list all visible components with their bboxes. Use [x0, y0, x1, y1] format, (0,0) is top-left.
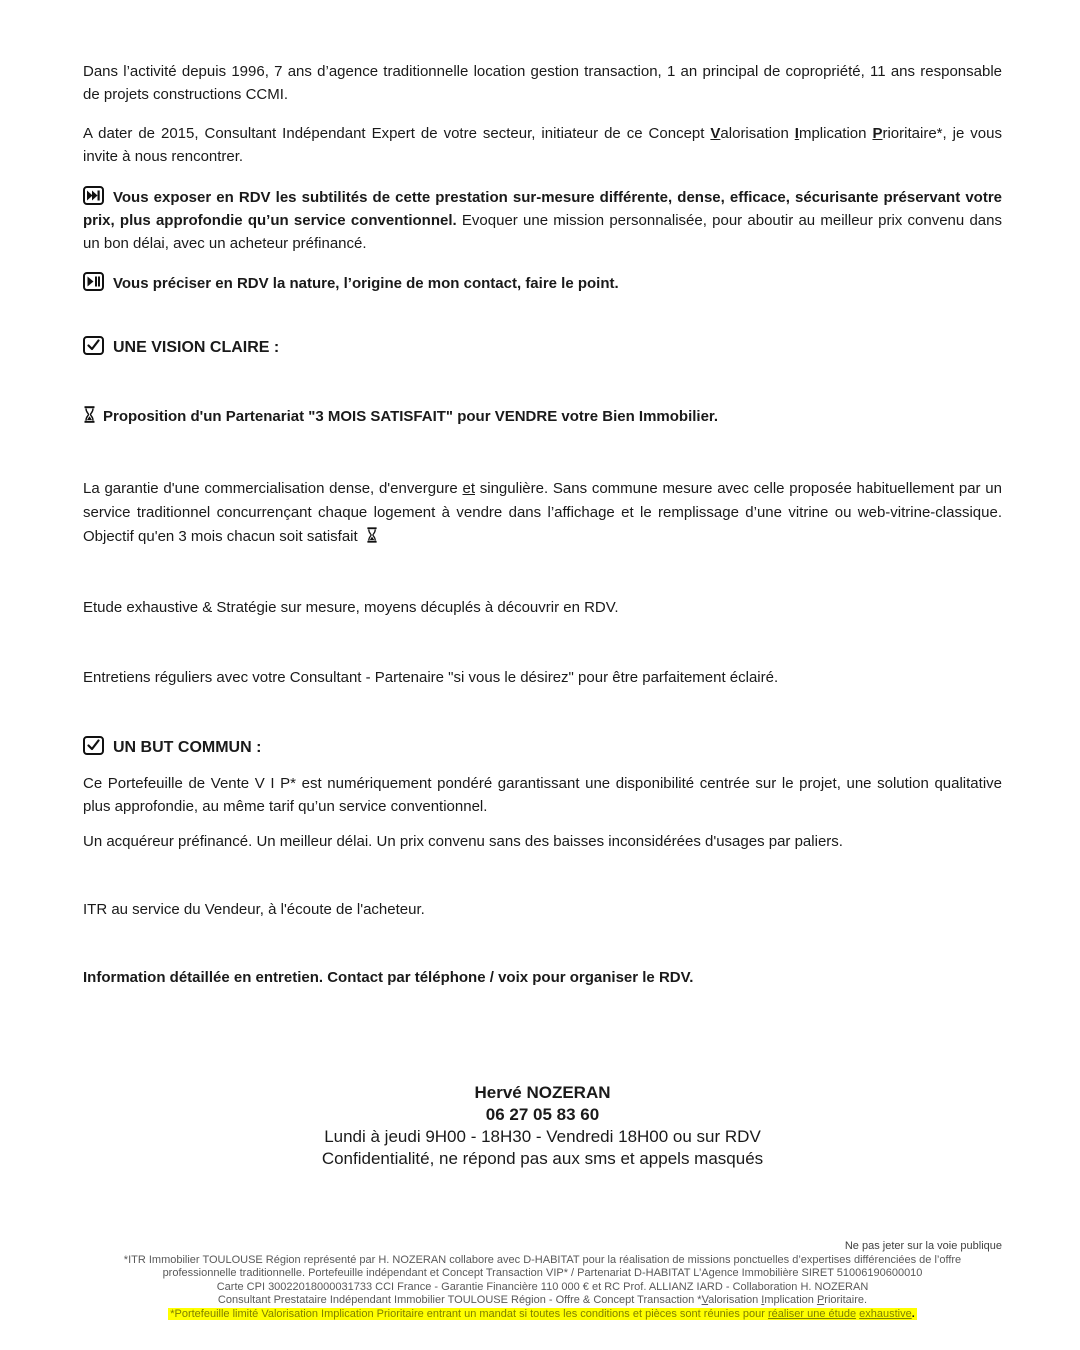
footer	[83, 1240, 1002, 1321]
vip-letter-i: I	[794, 125, 799, 142]
paragraph-information-contact: Information détaillée en entretien. Contact par téléphone / voix pour organiser le RDV.	[83, 969, 694, 986]
section-heading-vision: UNE VISION CLAIRE :	[83, 336, 1002, 359]
footer-public-notice: Ne pas jeter sur la voie publique	[844, 1240, 1002, 1252]
checkbox-checked-icon	[83, 336, 104, 355]
paragraph-portefeuille: Ce Portefeuille de Vente V I P* est numériquement pondéré garantissant une disponibilité centrée sur le projet, une solution qualitative plus approfondie, au même tarif qu’un service conventionnel.	[83, 775, 1002, 815]
contact-name: Hervé NOZERAN	[474, 1083, 611, 1102]
play-pause-icon	[83, 272, 104, 291]
vip-letter-p: P	[872, 125, 883, 142]
contact-phone: 06 27 05 83 60	[485, 1105, 600, 1124]
paragraph-acquereur: Un acquéreur préfinancé. Un meilleur délai. Un prix convenu sans des baisses inconsidérées d'usages par paliers.	[83, 833, 843, 850]
paragraph-consultant-text: A dater de 2015, Consultant Indépendant Expert de votre secteur, initiateur de ce Concept	[83, 125, 711, 142]
paragraph-experience: Dans l’activité depuis 1996, 7 ans d’agence traditionnelle location gestion transaction, 1 an principal de copropriété, 11 ans responsable de projets constructions CCMI.	[83, 63, 1002, 103]
contact-block	[83, 1082, 1002, 1170]
contact-privacy: Confidentialité, ne répond pas aux sms et appels masqués	[321, 1149, 764, 1168]
highlighted-disclaimer: *Portefeuille limité Valorisation Implication Prioritaire entrant un mandat si toutes les conditions et pièces sont réunies pour réaliser une étude exhaustive.	[170, 1307, 915, 1320]
section-heading-but-commun: UN BUT COMMUN :	[83, 736, 1002, 759]
footer-legal-line-2: professionnelle traditionnelle. Portefeuille indépendant et Concept Transaction VIP* / Partenariat D-HABITAT L’Agence Immobilière SIRET 51006190600010	[162, 1267, 923, 1279]
paragraph-proposition: Proposition d'un Partenariat "3 MOIS SATISFAIT" pour VENDRE votre Bien Immobilier.	[83, 405, 1002, 428]
paragraph-itr-service: ITR au service du Vendeur, à l'écoute de l'acheteur.	[83, 901, 425, 918]
paragraph-consultant: A dater de 2015, Consultant Indépendant Expert de votre secteur, initiateur de ce Concept Valorisation Implication Prioritaire*, je vous invite à nous rencontrer.	[83, 125, 1002, 165]
paragraph-entretiens: Entretiens réguliers avec votre Consultant - Partenaire "si vous le désirez" pour être parfaitement éclairé.	[83, 669, 779, 686]
checkbox-checked-icon	[83, 736, 104, 755]
contact-hours: Lundi à jeudi 9H00 - 18H30 - Vendredi 18H00 ou sur RDV	[324, 1127, 761, 1146]
hourglass-icon	[83, 406, 96, 423]
footer-legal-line-1: *ITR Immobilier TOULOUSE Région représenté par H. NOZERAN collabore avec D-HABITAT pour la réalisation de missions ponctuelles d’expertises différenciées de l’offre	[123, 1253, 962, 1266]
underlined-et: et	[462, 480, 475, 497]
hourglass-icon	[366, 527, 378, 543]
footer-legal-line-3: Carte CPI 30022018000031733 CCI France - Garantie Financière 110 000 € et RC Prof. ALLIANZ IARD - Collaboration H. NOZERAN	[216, 1280, 869, 1293]
paragraph-etude: Etude exhaustive & Stratégie sur mesure, moyens décuplés à découvrir en RDV.	[83, 599, 619, 616]
footer-highlighted-line	[83, 1308, 1002, 1322]
paragraph-garantie: La garantie d'une commercialisation dense, d'envergure et singulière. Sans commune mesure avec celle proposée habituellement par un service traditionnel concurrençant chaque logement à vendre dans l’affichage et le remplissage d’une vitrine ou web-vitrine-classique. Objectif qu'en 3 mois chacun soit satisfait	[83, 480, 1002, 545]
next-track-icon	[83, 186, 104, 205]
paragraph-exposer: Vous exposer en RDV les subtilités de cette prestation sur-mesure différente, dense, efficace, sécurisante préservant votre prix, plus approfondie qu’un service conventionnel. Evoquer une mission personnalisée, pour aboutir au meilleur prix convenu dans un bon délai, avec un acheteur préfinancé.	[83, 186, 1002, 255]
footer-legal-line-4: Consultant Prestataire Indépendant Immobilier TOULOUSE Région - Offre & Concept Transaction *Valorisation Implication Prioritaire.	[217, 1294, 868, 1306]
vip-letter-v: V	[710, 125, 721, 142]
paragraph-preciser: Vous préciser en RDV la nature, l’origine de mon contact, faire le point.	[83, 272, 1002, 295]
